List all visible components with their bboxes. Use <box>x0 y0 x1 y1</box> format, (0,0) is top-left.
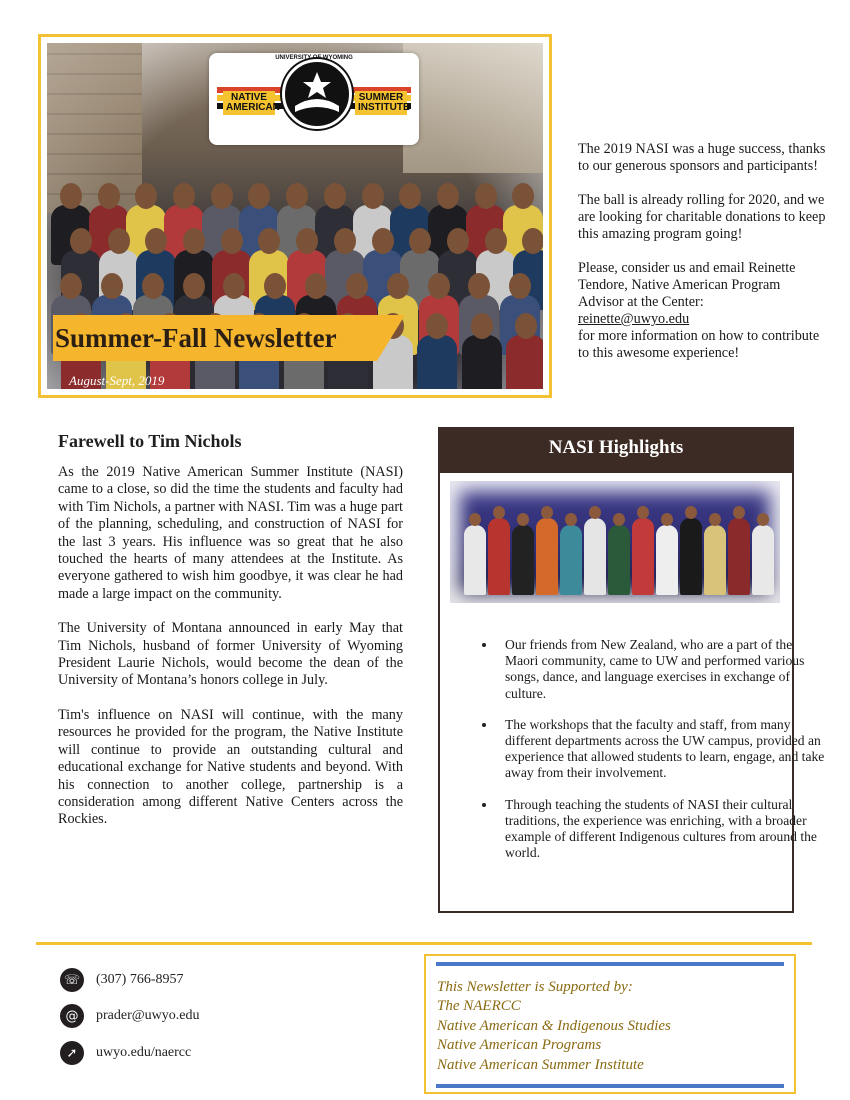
support-bar-bottom <box>436 1084 784 1088</box>
intro-closing-text: for more information on how to contribute to this awesome experience! <box>578 328 820 361</box>
performer <box>608 525 630 595</box>
crowd-head <box>362 183 384 209</box>
article-paragraph: As the 2019 Native American Summer Institute (NASI) came to a close, so did the time the students and faculty had with Tim Nichols, a partner with NASI. Tim was a huge part of the planning, scheduling, and construction of NASI for the last 3 years. His influence was so great that he also touched the hearts of many attendees at the Institute. As everyone gathered to wish him goodbye, it was clear he had made a large impact on the community. <box>58 464 403 602</box>
contact-phone[interactable] <box>60 968 184 992</box>
logo-right-text: SUMMER INSTITUTE <box>355 91 407 115</box>
performer <box>560 525 582 595</box>
performer-head <box>685 506 697 519</box>
crowd-head <box>372 228 394 254</box>
performer <box>584 518 606 595</box>
performer <box>656 525 678 595</box>
crowd-head <box>428 273 450 299</box>
logo-arc-text: UNIVERSITY OF WYOMING <box>275 55 353 61</box>
photo-ceiling-right <box>403 43 543 173</box>
at-sign-icon: @ <box>60 1004 84 1028</box>
performer-head <box>709 513 721 526</box>
performer-head <box>469 513 481 526</box>
crowd-head <box>101 273 123 299</box>
highlights-box <box>438 427 825 913</box>
support-line: This Newsletter is Supported by: <box>437 979 633 995</box>
performer-head <box>541 506 553 519</box>
crowd-head <box>475 183 497 209</box>
newsletter-title: Summer-Fall Newsletter <box>55 323 337 353</box>
contact-email[interactable] <box>60 1004 199 1028</box>
performer <box>680 518 702 595</box>
logo-left-text: NATIVE AMERICAN <box>223 91 275 115</box>
crowd-head <box>264 273 286 299</box>
list-item: The workshops that the faculty and staff, from many different departments across the UW campus, provided an experience that allowed students to learn, engage, and take away from their involvement. <box>505 717 827 782</box>
article-heading: Farewell to Tim Nichols <box>58 431 242 451</box>
logo-emblem-icon <box>282 59 352 129</box>
highlights-heading: NASI Highlights <box>440 429 792 473</box>
crowd-head <box>387 273 409 299</box>
phone-number: (307) 766-8957 <box>96 972 184 987</box>
intro-paragraph-3 <box>578 260 828 362</box>
performer-head <box>661 513 673 526</box>
crowd-person <box>417 335 457 389</box>
contact-email-link[interactable]: reinette@uwyo.edu <box>578 311 690 327</box>
article-paragraph: The University of Montana announced in early May that Tim Nichols, husband of former University of Wyoming President Laurie Nichols, would become the dean of the University of Montana’s honors college in July. <box>58 620 403 689</box>
performer <box>512 525 534 595</box>
crowd-head <box>305 273 327 299</box>
performer <box>536 518 558 595</box>
crowd-head <box>221 228 243 254</box>
crowd-head <box>447 228 469 254</box>
crowd-head <box>60 273 82 299</box>
crowd-head <box>98 183 120 209</box>
crowd-head <box>485 228 507 254</box>
crowd-person <box>462 335 502 389</box>
support-line: The NAERCC <box>437 998 521 1015</box>
performer <box>464 525 486 595</box>
intro-column <box>578 141 828 379</box>
support-line: Native American Summer Institute <box>437 1056 644 1073</box>
footer-divider <box>36 942 812 945</box>
group-photo <box>47 43 543 389</box>
list-item: Our friends from New Zealand, who are a part of the Maori community, came to UW and performed various songs, dance, and language exercises in exchange of culture. <box>505 637 827 702</box>
navigation-arrow-icon: ➚ <box>60 1041 84 1065</box>
performer-head <box>757 513 769 526</box>
support-line: Native American & Indigenous Studies <box>437 1017 671 1034</box>
performer <box>752 525 774 595</box>
intro-paragraph-2: The ball is already rolling for 2020, and we are looking for charitable donations to keep this amazing program going! <box>578 192 826 242</box>
hero-frame <box>38 34 552 398</box>
performer-head <box>733 506 745 519</box>
performers-photo <box>450 481 780 603</box>
crowd-head <box>296 228 318 254</box>
performer-head <box>565 513 577 526</box>
highlights-list <box>458 637 827 876</box>
crowd-head <box>437 183 459 209</box>
performer-head <box>517 513 529 526</box>
intro-contact-text: Please, consider us and email Reinette Tendore, Native American Program Advisor at the Center: <box>578 260 796 310</box>
support-line: Native American Programs <box>437 1037 602 1054</box>
crowd-head <box>142 273 164 299</box>
farewell-article <box>58 431 403 846</box>
crowd-head <box>522 228 543 254</box>
crowd-head <box>286 183 308 209</box>
crowd-head <box>60 183 82 209</box>
performer-head <box>637 506 649 519</box>
crowd-head <box>183 228 205 254</box>
crowd-head <box>471 313 493 339</box>
article-paragraph: Tim's influence on NASI will continue, with the many resources he provided for the program, the Native Institute will continue to provide an outstanding cultural and educational exchange for Native students and beyond. With his connection to another college, partnership is a consideration among different Native Centers across the Rockies. <box>58 706 403 828</box>
performer <box>704 525 726 595</box>
crowd-head <box>324 183 346 209</box>
footer-website: uwyo.edu/naercc <box>96 1045 192 1060</box>
performer <box>728 518 750 595</box>
crowd-head <box>211 183 233 209</box>
crowd-head <box>334 228 356 254</box>
support-bar-top <box>436 962 784 966</box>
crowd-person <box>506 335 543 389</box>
nasi-logo <box>209 53 419 145</box>
performer-head <box>613 513 625 526</box>
crowd-head <box>108 228 130 254</box>
crowd-head <box>173 183 195 209</box>
support-lines <box>437 978 671 1075</box>
performer-head <box>493 506 505 519</box>
crowd-head <box>183 273 205 299</box>
newsletter-date: August-Sept, 2019 <box>69 373 165 388</box>
performer-head <box>589 506 601 519</box>
list-item: Through teaching the students of NASI their cultural traditions, the experience was enriching, with a broader example of different Indigenous cultures from around the world. <box>505 797 827 862</box>
intro-paragraph-1: The 2019 NASI was a huge success, thanks to our generous sponsors and participants! <box>578 141 826 174</box>
phone-icon: ☏ <box>60 968 84 992</box>
performer <box>632 518 654 595</box>
performer <box>488 518 510 595</box>
footer-email: prader@uwyo.edu <box>96 1008 200 1023</box>
crowd-head <box>70 228 92 254</box>
crowd-head <box>346 273 368 299</box>
crowd-head <box>509 273 531 299</box>
support-box <box>424 954 796 1094</box>
contact-website[interactable] <box>60 1041 191 1065</box>
